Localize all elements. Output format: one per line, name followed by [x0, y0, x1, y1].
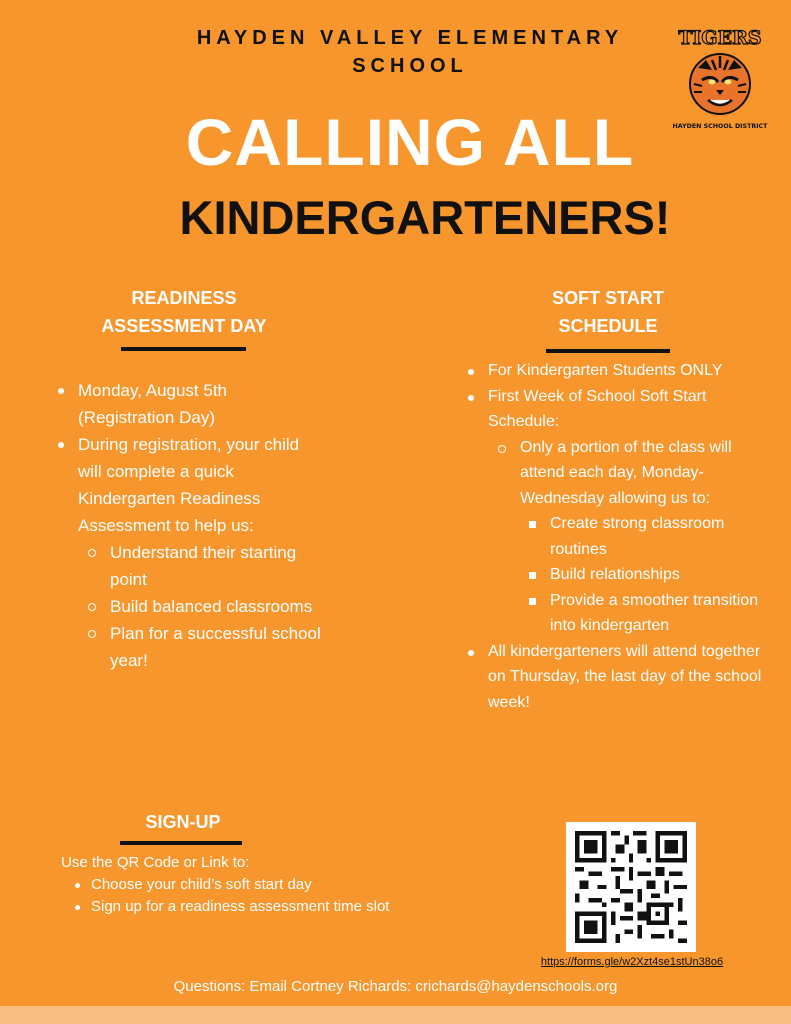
- list-item: Understand their starting point: [52, 539, 322, 593]
- list-item: During registration, your child will complete a quick Kindergarten Readiness Assessment to help us:: [52, 431, 322, 539]
- signup-heading: SIGN-UP: [145, 812, 221, 832]
- signup-instructions: [61, 852, 389, 918]
- signup-divider: [120, 841, 242, 845]
- qr-code[interactable]: [566, 822, 696, 952]
- list-item: First Week of School Soft Start Schedule:: [462, 384, 778, 435]
- readiness-heading: [78, 284, 290, 340]
- contact-footer: Questions: Email Cortney Richards: crichards@haydenschools.org: [173, 978, 618, 995]
- signup-link[interactable]: https://forms.gle/w2Xzt4se1stUn38o6: [540, 956, 724, 968]
- logo-word: TIGERS: [678, 27, 762, 49]
- bottom-band: [0, 1006, 791, 1024]
- soft-start-heading-line1: SOFT START: [552, 288, 664, 308]
- list-item: Choose your child’s soft start day: [61, 874, 389, 896]
- list-item: Only a portion of the class will attend each day, Monday-Wednesday allowing us to:: [462, 435, 778, 512]
- list-item: Plan for a successful school year!: [52, 620, 322, 674]
- list-item: For Kindergarten Students ONLY: [462, 358, 778, 384]
- soft-start-divider: [546, 349, 670, 353]
- school-name-line1: HAYDEN VALLEY ELEMENTARY: [196, 27, 624, 49]
- school-name-line2: SCHOOL: [352, 55, 468, 77]
- headline-line2: KINDERGARTENERS!: [179, 191, 671, 244]
- soft-start-heading: [515, 284, 701, 340]
- school-name: [150, 24, 670, 80]
- readiness-list: [52, 377, 322, 674]
- readiness-heading-line1: READINESS: [131, 288, 237, 308]
- qr-code-pattern: [575, 831, 687, 943]
- list-item: Create strong classroom routines: [462, 511, 778, 562]
- headline-line1: CALLING ALL: [185, 105, 635, 179]
- tigers-logo: [672, 24, 768, 136]
- logo-caption: HAYDEN SCHOOL DISTRICT: [672, 123, 768, 130]
- list-item: Sign up for a readiness assessment time slot: [61, 896, 389, 918]
- list-item: Monday, August 5th (Registration Day): [52, 377, 322, 431]
- list-item: Build balanced classrooms: [52, 593, 322, 620]
- soft-start-heading-line2: SCHEDULE: [558, 316, 658, 336]
- readiness-divider: [121, 347, 246, 351]
- list-item: Provide a smoother transition into kindergarten: [462, 588, 778, 639]
- soft-start-list: [462, 358, 778, 715]
- list-item: Build relationships: [462, 562, 778, 588]
- list-item: All kindergarteners will attend together on Thursday, the last day of the school week!: [462, 639, 778, 716]
- signup-intro: Use the QR Code or Link to:: [61, 854, 250, 871]
- readiness-heading-line2: ASSESSMENT DAY: [101, 316, 267, 336]
